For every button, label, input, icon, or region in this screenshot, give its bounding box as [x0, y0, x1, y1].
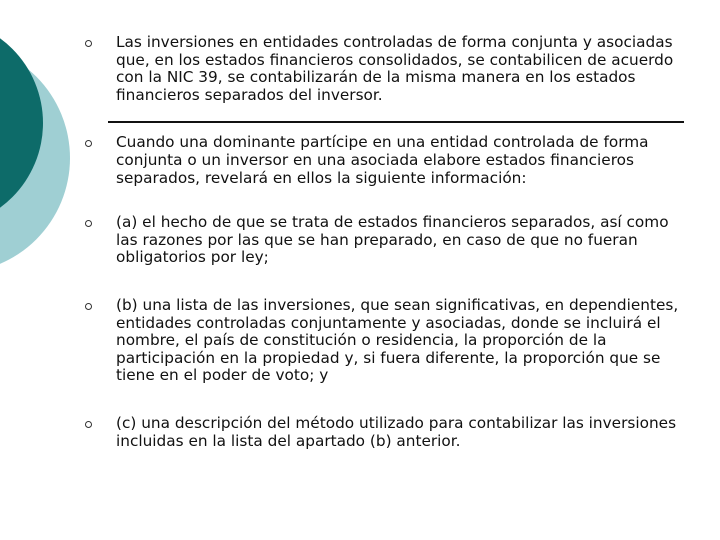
- list-item: [85, 214, 685, 267]
- list-item: [85, 415, 685, 450]
- list-item-text: (b) una lista de las inversiones, que sean significativas, en dependientes, entidades controladas conjuntamente y asociadas, donde se incluirá el nombre, el país de constitución o residencia, la proporción de la participación en la propiedad y, si fuera diferente, la proporción que se tiene en el poder de voto; y: [116, 295, 679, 385]
- list-item: [85, 34, 685, 104]
- bullet-circle-icon: [85, 140, 92, 147]
- list-item: [85, 297, 685, 385]
- bullet-list: [85, 34, 685, 450]
- decorative-circles: [0, 0, 80, 290]
- bullet-circle-icon: [85, 303, 92, 310]
- bullet-circle-icon: [85, 421, 92, 428]
- list-item-text: (c) una descripción del método utilizado para contabilizar las inversiones incluidas en la lista del apartado (b) anterior.: [116, 413, 677, 450]
- list-item: [85, 134, 685, 187]
- list-item-text: (a) el hecho de que se trata de estados financieros separados, así como las razones por las que se han preparado, en caso de que no fueran obligatorios por ley;: [116, 213, 669, 267]
- list-item-text: Cuando una dominante partícipe en una entidad controlada de forma conjunta o un inversor en una asociada elabore estados financieros separados, revelará en ellos la siguiente información:: [116, 133, 649, 187]
- bullet-circle-icon: [85, 220, 92, 227]
- separator-line: [108, 121, 684, 123]
- list-item-text: Las inversiones en entidades controladas de forma conjunta y asociadas que, en los estados financieros consolidados, se contabilicen de acuerdo con la NIC 39, se contabilizarán de la misma manera en los estados financieros separados del inversor.: [116, 33, 674, 104]
- bullet-circle-icon: [85, 40, 92, 47]
